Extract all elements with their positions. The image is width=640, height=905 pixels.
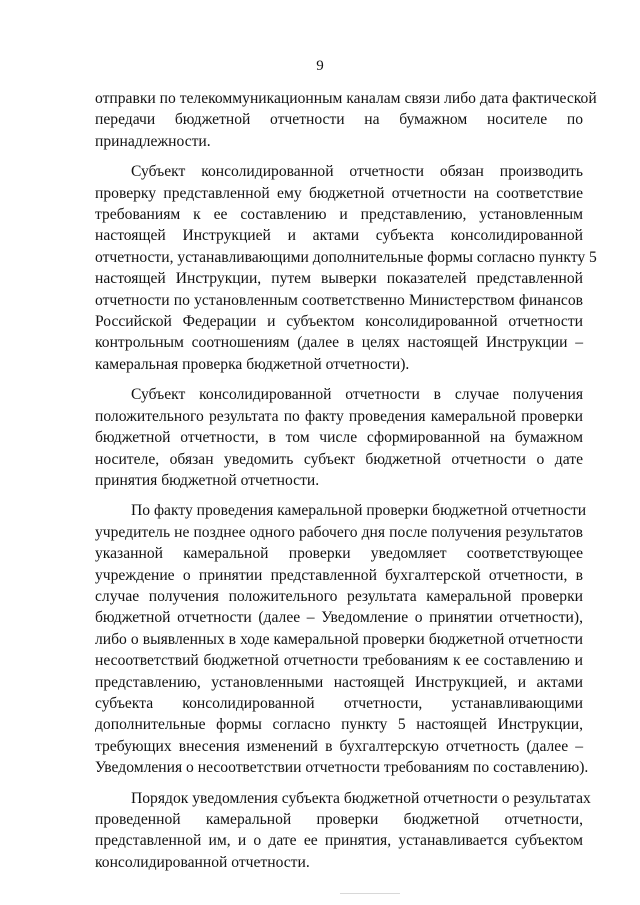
text-line: требующих внесения изменений в бухгалтерскую отчетность (далее – (95, 737, 583, 755)
text-line: контрольным соотношениям (далее в целях настоящей Инструкции – (95, 334, 583, 352)
text-line: Субъект консолидированной отчетности обязан производить (131, 163, 583, 181)
scan-artifact (340, 893, 400, 894)
text-line: учреждение о принятии представленной бухгалтерской отчетности, в (95, 566, 583, 584)
text-line: отправки по телекоммуникационным каналам связи либо дата фактической (95, 90, 597, 107)
paragraph-3 (95, 384, 583, 491)
text-line: настоящей Инструкции, путем выверки показателей представленной (95, 270, 583, 288)
paragraph-2 (95, 161, 597, 375)
text-line: отчетности по установленным соответственно Министерством финансов (95, 291, 583, 309)
document-body (95, 88, 597, 873)
text-line: проверку представленной ему бюджетной отчетности на соответствие (95, 184, 583, 202)
text-line: настоящей Инструкцией и актами субъекта консолидированной (95, 227, 583, 245)
text-line: представленной им, и о дате ее принятия, устанавливается субъектом (95, 832, 583, 850)
text-line: положительного результата по факту проведения камеральной проверки (95, 407, 583, 425)
page-number: 9 (316, 58, 324, 74)
text-line: проведенной камеральной проверки бюджетной отчетности, (95, 811, 583, 828)
text-line: Порядок уведомления субъекта бюджетной отчетности о результатах (131, 789, 591, 807)
text-line: передачи бюджетной отчетности на бумажном носителе по (95, 111, 583, 129)
text-line: дополнительные формы согласно пункту 5 настоящей Инструкции, (95, 716, 583, 734)
text-line: указанной камеральной проверки уведомляет соответствующее (95, 545, 583, 563)
paragraph-5 (95, 788, 591, 874)
text-line: Субъект консолидированной отчетности в случае получения (131, 386, 583, 404)
text-line: отчетности, устанавливающими дополнительные формы согласно пункту 5 (95, 248, 597, 266)
text-line: Уведомления о несоответствии отчетности требованиям по составлению). (95, 759, 589, 777)
paragraph-4 (95, 500, 589, 778)
text-line: несоответствий бюджетной отчетности требованиям к ее составлению и (95, 652, 583, 670)
text-line: бюджетной отчетности, в том числе сформированной на бумажном (95, 429, 583, 447)
text-line: принадлежности. (95, 132, 211, 150)
text-line: носителе, обязан уведомить субъект бюджетной отчетности о дате (95, 450, 583, 468)
text-line: По факту проведения камеральной проверки бюджетной отчетности (131, 502, 587, 520)
text-line: либо о выявленных в ходе камеральной проверки бюджетной отчетности (95, 630, 583, 648)
text-line: камеральная проверка бюджетной отчетности). (95, 355, 410, 373)
text-line: требованиям к ее составлению и представлению, установленным (95, 206, 583, 224)
text-line: случае получения положительного результата камеральной проверки (95, 587, 583, 605)
text-line: бюджетной отчетности (далее – Уведомление о принятии отчетности), (95, 609, 583, 627)
text-line: представлению, установленными настоящей Инструкцией, и актами (95, 673, 583, 691)
text-line: консолидированной отчетности. (95, 853, 310, 871)
paragraph-1 (95, 88, 597, 152)
text-line: Российской Федерации и субъектом консолидированной отчетности (95, 313, 583, 331)
text-line: субъекта консолидированной отчетности, устанавливающими (95, 694, 583, 712)
text-line: учредитель не позднее одного рабочего дня после получения результатов (95, 523, 583, 541)
text-line: принятия бюджетной отчетности. (95, 471, 320, 489)
